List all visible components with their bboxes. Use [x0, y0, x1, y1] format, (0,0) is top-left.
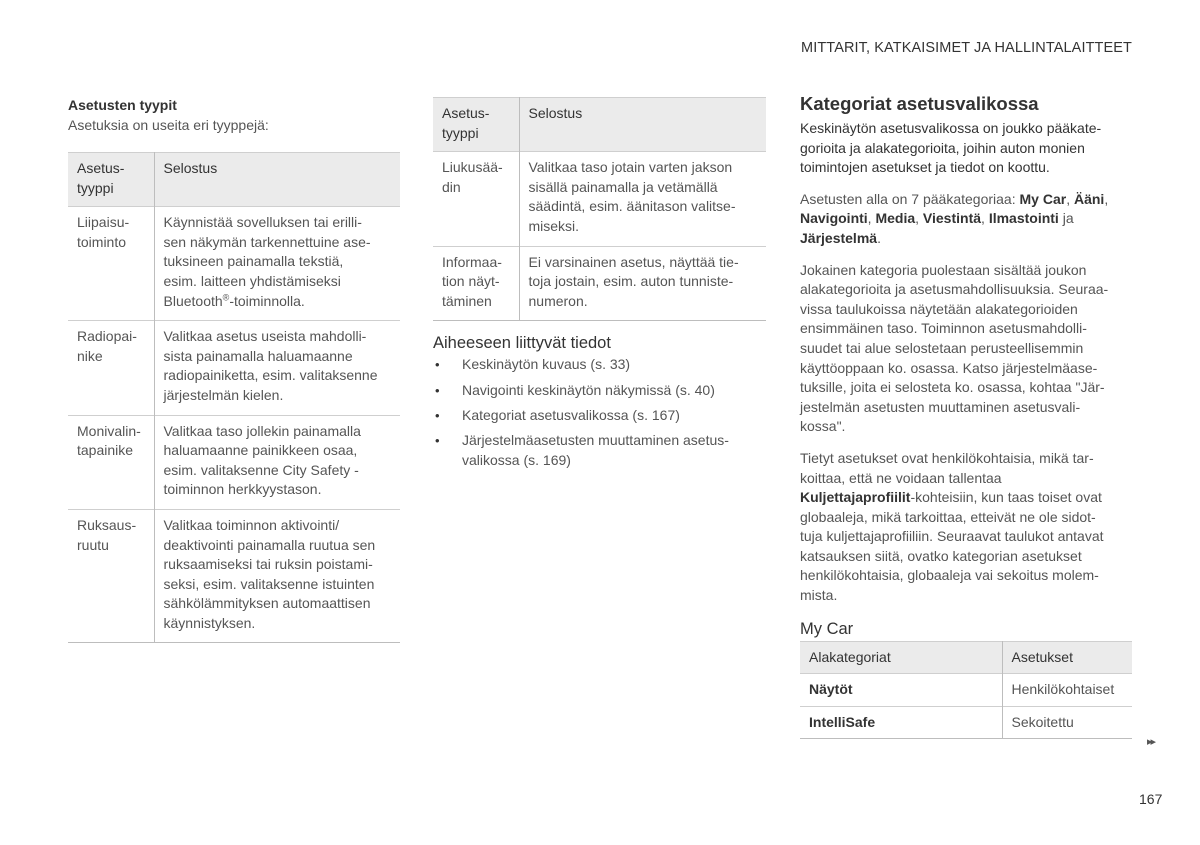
my-car-heading: My Car — [800, 619, 854, 638]
related-link[interactable]: • Järjestelmäasetusten muuttaminen asetus- valikossa (s. 169) — [435, 431, 729, 468]
table-header-row — [68, 153, 400, 207]
category-viestinta: Viestintä — [922, 210, 982, 227]
table-row — [433, 152, 766, 246]
lead-paragraph: Keskinäytön asetusvalikossa on joukko pääkate- gorioita ja alakategorioita, joihin auton monien toimintojen asetukset ja tiedot on koottu. — [800, 120, 1102, 176]
related-link[interactable]: • Kategoriat asetusvalikossa (s. 167) — [433, 406, 766, 426]
column-header-subcategories: Alakategoriat — [800, 641, 1002, 674]
related-link[interactable]: • Navigointi keskinäytön näkymissä (s. 40) — [433, 381, 766, 401]
column-header-type: Asetus- tyyppi — [433, 98, 519, 152]
intro-text: Asetuksia on useita eri tyyppejä: — [68, 117, 269, 133]
setting-type-cell: Liukusää- din — [433, 152, 519, 246]
setting-type-cell: Radiopai- nike — [68, 321, 154, 415]
setting-description-cell: Valitkaa asetus useista mahdolli- sista painamalla haluamaanne radiopainiketta, esim. valitaksenne järjestelmän kielen. — [154, 321, 400, 415]
page-number: 167 — [1139, 791, 1163, 807]
category-jarjestelma: Järjestelmä — [800, 229, 878, 246]
related-links-list — [433, 355, 766, 470]
setting-description-cell: Valitkaa toiminnon aktivointi/ deaktivointi painamalla ruutua sen ruksaamiseksi tai ruksin poistami- seksi, esim. valitaksenne istuinten sähkölämmityksen automaattisen käynnistyksen. — [154, 509, 400, 643]
section-title: Kategoriat asetusvalikossa — [800, 93, 1039, 114]
table-row — [68, 509, 400, 643]
section-subheading: Asetusten tyypit — [68, 97, 177, 113]
column-header-description: Selostus — [154, 153, 400, 207]
category-media: Media — [875, 210, 916, 227]
setting-description-cell: Valitkaa taso jotain varten jakson sisällä painamalla ja vetämällä säädintä, esim. äänitason valitse- miseksi. — [519, 152, 766, 246]
right-column — [800, 92, 1132, 739]
setting-type-cell: Liipaisu- toiminto — [68, 207, 154, 321]
setting-description-cell: Ei varsinainen asetus, näyttää tie- toja jostain, esim. auton tunniste- numeron. — [519, 246, 766, 321]
related-info-heading: Aiheeseen liittyvät tiedot — [433, 334, 611, 353]
running-header: MITTARIT, KATKAISIMET JA HALLINTALAITTEET — [801, 40, 1132, 56]
table-row — [433, 246, 766, 321]
category-aani: Ääni — [1073, 190, 1105, 207]
bullet-icon: • — [435, 432, 440, 448]
bullet-icon: • — [435, 407, 440, 423]
settings-types-table-continued — [433, 97, 766, 321]
middle-column — [433, 97, 766, 476]
table-row — [68, 207, 400, 321]
subcategory-cell: IntelliSafe — [800, 706, 1002, 739]
setting-type-cell: Ruksaus- ruutu — [68, 509, 154, 643]
settings-types-table — [68, 152, 400, 643]
category-ilmastointi: Ilmastointi — [988, 210, 1059, 227]
table-header-row — [800, 641, 1132, 674]
setting-description-cell: Valitkaa taso jollekin painamalla haluamaanne painikkeen osaa, esim. valitaksenne City Safety - toiminnon herkkyystason. — [154, 415, 400, 509]
personal-settings-paragraph: Tietyt asetukset ovat henkilökohtaisia, mikä tar- koittaa, että ne voidaan tallentaa Kuljettajaprofiilit-kohteisiin, kun taas toiset ovat globaaleja, mikä tarkoittaa, etteivät ne ole sidot- tuja kuljettajaprofiiliin. Seuraavat taulukot antavat katsauksen siitä, ovatko kategorian asetukset henkilökohtaisia, globaaleja vai sekoitus molem- mista. — [800, 449, 1104, 604]
column-header-description: Selostus — [519, 98, 766, 152]
column-header-settings: Asetukset — [1002, 641, 1132, 674]
column-header-type: Asetus- tyyppi — [68, 153, 154, 207]
subcategory-cell: Näytöt — [800, 674, 1002, 707]
setting-scope-cell: Sekoitettu — [1002, 706, 1132, 739]
category-navigointi: Navigointi — [800, 210, 868, 227]
continue-arrows-icon: ▸▸ — [1147, 736, 1155, 748]
related-link[interactable]: • Keskinäytön kuvaus (s. 33) — [433, 355, 766, 375]
setting-scope-cell: Henkilökohtaiset — [1002, 674, 1132, 707]
my-car-table — [800, 641, 1132, 740]
table-row — [68, 415, 400, 509]
category-my-car: My Car — [1019, 190, 1067, 207]
table-row — [800, 706, 1132, 739]
setting-description-cell: Käynnistää sovelluksen tai erilli- sen näkymän tarkennettuine ase- tuksineen painamalla tekstiä, esim. laitteen yhdistämiseksi Bluetooth®-toiminnolla. — [154, 207, 400, 321]
table-header-row — [433, 98, 766, 152]
table-row — [68, 321, 400, 415]
subcategories-paragraph: Jokainen kategoria puolestaan sisältää joukon alakategorioita ja asetusmahdollisuuksia. Seuraa- vissa taulukoissa näytetään alakategorioiden ensimmäinen taso. Toiminnon asetusmahdolli- suudet tai alue selostetaan perusteellisemmin käyttöoppaan ko. osassa. Katso järjestelmäase- tuksille, joita ei selosteta ko. osassa, kohtaa "Jär- jestelmän asetusten muuttaminen asetusvali- kossa". — [800, 261, 1109, 435]
driver-profiles-term: Kuljettajaprofiilit — [800, 489, 911, 506]
registered-mark: ® — [222, 291, 230, 302]
setting-type-cell: Monivalin- tapainike — [68, 415, 154, 509]
bullet-icon: • — [435, 357, 440, 373]
bullet-icon: • — [435, 382, 440, 398]
left-column — [68, 97, 400, 643]
categories-paragraph: Asetusten alla on 7 pääkategoriaa: My Car, Ääni, Navigointi, Media, Viestintä, Ilmastointi ja Järjestelmä. — [800, 190, 1109, 246]
table-row — [800, 674, 1132, 707]
setting-type-cell: Informaa- tion näyt- täminen — [433, 246, 519, 321]
